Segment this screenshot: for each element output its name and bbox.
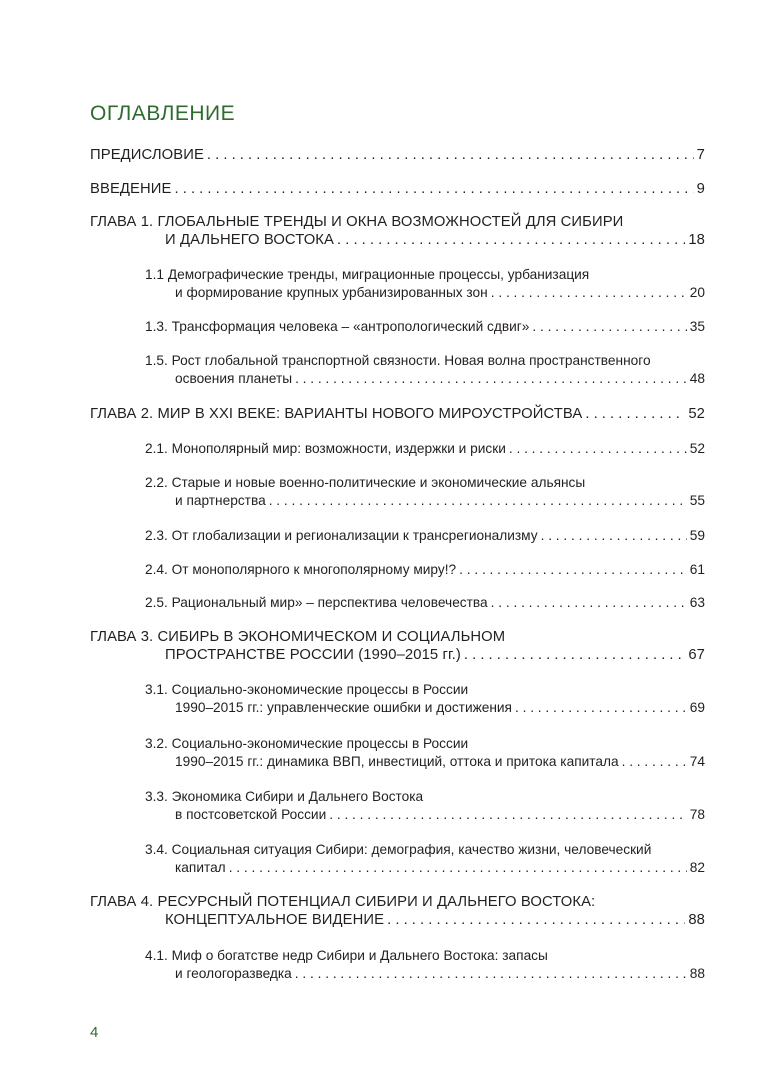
entry-page: 20	[689, 285, 705, 300]
toc-entry-section-4-1[interactable]	[145, 947, 705, 983]
entry-title: 3.2. Социально-экономические процессы в России	[145, 736, 469, 751]
dot-leader	[207, 146, 694, 164]
entry-title: 2.3. От глобализации и регионализации к трансрегионализму	[145, 528, 538, 543]
entry-title-cont: в постсоветской России	[175, 807, 327, 822]
toc-entry-section-1-5[interactable]	[145, 352, 705, 388]
entry-page: 78	[689, 807, 705, 822]
entry-page: 52	[688, 406, 705, 422]
entry-title-cont: освоения планеты	[175, 371, 293, 386]
toc-entry-chapter-2[interactable]	[90, 405, 705, 423]
dot-leader	[329, 806, 687, 824]
dot-leader	[541, 527, 687, 545]
entry-page: 9	[696, 181, 705, 197]
entry-page: 59	[689, 528, 705, 543]
dot-leader	[387, 911, 685, 929]
toc-entry-section-2-2[interactable]	[145, 474, 705, 510]
toc-entry-section-2-4[interactable]	[145, 561, 705, 579]
toc-entry-chapter-3[interactable]	[90, 628, 705, 664]
entry-title-cont: 1990–2015 гг.: управленческие ошибки и достижения	[175, 700, 512, 715]
entry-title: 4.1. Миф о богатстве недр Сибири и Дальнего Востока: запасы	[145, 948, 548, 963]
entry-title: 2.2. Старые и новые военно-политические и экономические альянсы	[145, 475, 586, 490]
dot-leader	[269, 492, 687, 510]
dot-leader	[491, 594, 687, 612]
entry-title-cont: и партнерства	[175, 493, 266, 508]
dot-leader	[464, 646, 685, 664]
entry-page: 82	[689, 860, 705, 875]
entry-title-cont: ПРОСТРАНСТВЕ РОССИИ (1990–2015 гг.)	[165, 647, 461, 663]
entry-page: 35	[689, 319, 705, 334]
entry-title: ПРЕДИСЛОВИЕ	[90, 147, 204, 163]
entry-title-cont: КОНЦЕПТУАЛЬНОЕ ВИДЕНИЕ	[165, 912, 385, 928]
entry-title-cont: и геологоразведка	[175, 966, 292, 981]
dot-leader	[295, 370, 687, 388]
entry-page: 74	[689, 754, 705, 769]
entry-page: 63	[689, 595, 705, 610]
entry-title: 3.1. Социально-экономические процессы в России	[145, 682, 469, 697]
entry-title: 1.3. Трансформация человека – «антропологический сдвиг»	[145, 319, 530, 334]
entry-title: 2.5. Рациональный мир» – перспектива человечества	[145, 595, 488, 610]
entry-title: 2.1. Монополярный мир: возможности, издержки и риски	[145, 441, 506, 456]
dot-leader	[585, 405, 685, 423]
entry-title: 2.4. От монополярного к многополярному миру!?	[145, 562, 457, 577]
entry-title: 3.3. Экономика Сибири и Дальнего Востока	[145, 789, 424, 804]
toc-entry-section-3-2[interactable]	[145, 735, 705, 771]
toc-entry-section-2-5[interactable]	[145, 594, 705, 612]
entry-title: 3.4. Социальная ситуация Сибири: демография, качество жизни, человеческий	[145, 842, 652, 857]
dot-leader	[491, 284, 687, 302]
entry-page: 55	[689, 493, 705, 508]
page-title: ОГЛАВЛЕНИЕ	[90, 102, 236, 125]
entry-title-cont: И ДАЛЬНЕГО ВОСТОКА	[165, 232, 334, 248]
entry-page: 52	[689, 441, 705, 456]
entry-title: ГЛАВА 1. ГЛОБАЛЬНЫЕ ТРЕНДЫ И ОКНА ВОЗМОЖНОСТЕЙ ДЛЯ СИБИРИ	[90, 214, 624, 230]
toc-entry-section-3-3[interactable]	[145, 788, 705, 824]
entry-page: 18	[688, 232, 705, 248]
dot-leader	[175, 180, 694, 198]
entry-page: 61	[689, 562, 705, 577]
entry-title: ГЛАВА 2. МИР В XXI ВЕКЕ: ВАРИАНТЫ НОВОГО МИРОУСТРОЙСТВА	[90, 406, 583, 422]
dot-leader	[515, 699, 687, 717]
dot-leader	[622, 753, 687, 771]
entry-page: 7	[696, 147, 705, 163]
dot-leader	[295, 965, 687, 983]
toc-entry-section-3-1[interactable]	[145, 681, 705, 717]
entry-page: 48	[689, 371, 705, 386]
entry-title-cont: и формирование крупных урбанизированных зон	[175, 285, 488, 300]
toc-entry-chapter-4[interactable]	[90, 893, 705, 929]
toc-entry-section-2-3[interactable]	[145, 527, 705, 545]
toc-entry-section-1-1[interactable]	[145, 266, 705, 302]
toc-entry-section-3-4[interactable]	[145, 841, 705, 877]
toc-entry-chapter-1[interactable]	[90, 213, 705, 249]
entry-title: ГЛАВА 3. СИБИРЬ В ЭКОНОМИЧЕСКОМ И СОЦИАЛЬНОМ	[90, 629, 506, 645]
entry-page: 67	[688, 647, 705, 663]
toc-entry-section-1-3[interactable]	[145, 318, 705, 336]
dot-leader	[337, 231, 685, 249]
dot-leader	[459, 561, 687, 579]
dot-leader	[229, 859, 687, 877]
entry-page: 69	[689, 700, 705, 715]
dot-leader	[509, 440, 687, 458]
entry-title-cont: 1990–2015 гг.: динамика ВВП, инвестиций, оттока и притока капитала	[175, 754, 619, 769]
toc-entry-section-2-1[interactable]	[145, 440, 705, 458]
entry-title: ВВЕДЕНИЕ	[90, 181, 172, 197]
entry-page: 88	[689, 966, 705, 981]
dot-leader	[532, 318, 686, 336]
entry-page: 88	[688, 912, 705, 928]
entry-title: 1.1 Демографические тренды, миграционные процессы, урбанизация	[145, 267, 590, 282]
entry-title-cont: капитал	[175, 860, 226, 875]
toc-entry-introduction[interactable]	[90, 180, 705, 198]
page-number: 4	[90, 1024, 99, 1041]
entry-title: ГЛАВА 4. РЕСУРСНЫЙ ПОТЕНЦИАЛ СИБИРИ И ДАЛЬНЕГО ВОСТОКА:	[90, 894, 596, 910]
toc-entry-preface[interactable]	[90, 146, 705, 164]
entry-title: 1.5. Рост глобальной транспортной связности. Новая волна пространственного	[145, 353, 651, 368]
